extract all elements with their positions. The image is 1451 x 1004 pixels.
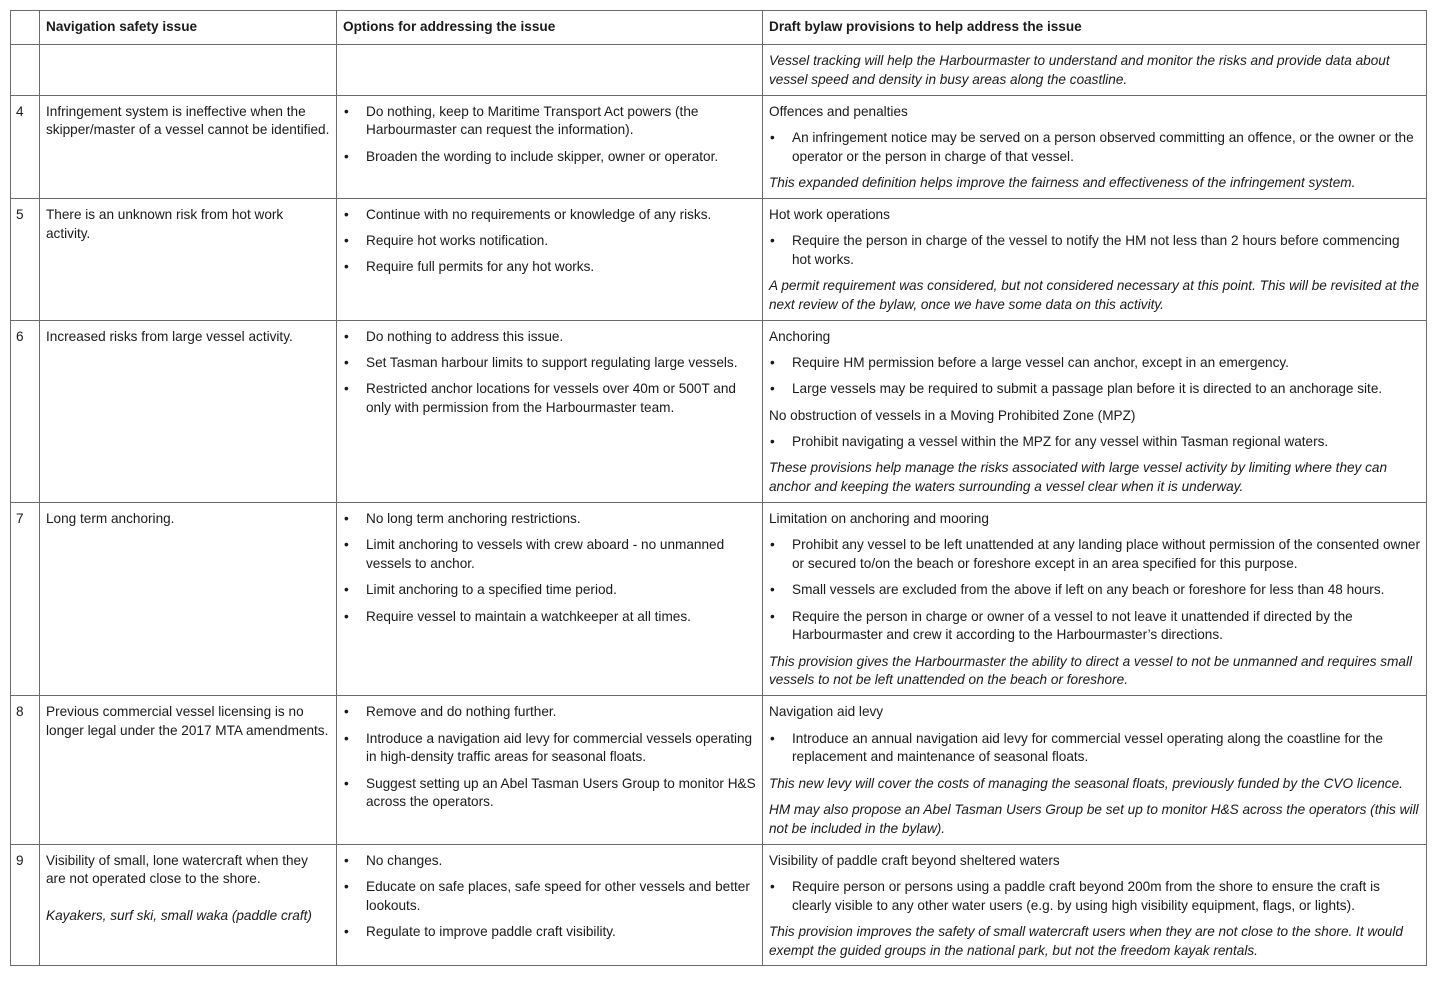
options-list [343,852,756,942]
table-row [11,502,1427,695]
list-item: • Do nothing, keep to Maritime Transport Act powers (the Harbourmaster can request the information). [343,103,756,141]
list-item: • Limit anchoring to a specified time period. [343,581,756,600]
draft-heading: Limitation on anchoring and mooring [769,510,989,526]
options-list [343,206,756,277]
row-draft [763,502,1427,695]
table-header-row [11,11,1427,45]
header-options: Options for addressing the issue [337,11,763,45]
list-item: • Require the person in charge of the vessel to notify the HM not less than 2 hours before commencing hot works. [769,232,1420,270]
draft-heading: Anchoring [769,328,831,344]
row-options [337,696,763,844]
bylaw-issues-table [10,10,1427,966]
draft-list [769,878,1420,916]
row-draft [763,844,1427,966]
draft-list [769,730,1420,768]
list-item: • Educate on safe places, safe speed for other vessels and better lookouts. [343,878,756,916]
list-item: • Set Tasman harbour limits to support regulating large vessels. [343,354,756,373]
options-list [343,510,756,626]
issue-text: Increased risks from large vessel activity. [46,328,293,344]
list-item: • No long term anchoring restrictions. [343,510,756,529]
list-item: • Require the person in charge or owner of a vessel to not leave it unattended if directed by the Harbourmaster and crew it according to the Harbourmaster’s directions. [769,608,1420,646]
list-item: • Restricted anchor locations for vessels over 40m or 500T and only with permission from the Harbourmaster team. [343,380,756,418]
row-options [337,320,763,502]
draft-heading: Hot work operations [769,206,890,222]
draft-list [769,232,1420,270]
list-item: • Do nothing to address this issue. [343,328,756,347]
draft-note: These provisions help manage the risks associated with large vessel activity by limiting where they can anchor and keeping the waters surrounding a vessel clear when it is underway. [769,460,1388,495]
table-row [11,95,1427,198]
row-num: 7 [11,502,40,695]
issue-text: There is an unknown risk from hot work activity. [46,206,284,241]
row-issue [40,696,337,844]
list-item: • Require HM permission before a large vessel can anchor, except in an emergency. [769,354,1420,373]
list-item: • Introduce an annual navigation aid levy for commercial vessel operating along the coastline for the replacement and maintenance of seasonal floats. [769,730,1420,768]
list-item: • Require vessel to maintain a watchkeeper at all times. [343,608,756,627]
draft-note: This provision improves the safety of small watercraft users when they are not close to the shore. It would exempt the guided groups in the national park, but not the freedom kayak rentals. [769,923,1403,958]
row-options [337,502,763,695]
issue-text: Long term anchoring. [46,510,175,526]
row-num: 8 [11,696,40,844]
draft-heading: Offences and penalties [769,103,908,119]
draft-list [769,129,1420,167]
list-item: • Remove and do nothing further. [343,703,756,722]
issue-text: Infringement system is ineffective when the skipper/master of a vessel cannot be identified. [46,103,330,138]
options-list [343,703,756,812]
list-item: • Require person or persons using a paddle craft beyond 200m from the shore to ensure the craft is clearly visible to any other water users (e.g. by using high visibility equipment, flags, or lights). [769,878,1420,916]
draft-list [769,536,1420,645]
list-item: • Suggest setting up an Abel Tasman Users Group to monitor H&S across the operators. [343,775,756,813]
list-item: • Prohibit any vessel to be left unattended at any landing place without permission of the consented owner or secured to/on the beach or foreshore except in an area specified for this purpose. [769,536,1420,574]
row-num [11,45,40,96]
list-item: • Small vessels are excluded from the above if left on any beach or foreshore for less than 48 hours. [769,581,1420,600]
row-draft [763,95,1427,198]
table-row [11,320,1427,502]
list-item: • Continue with no requirements or knowledge of any risks. [343,206,756,225]
row-issue [40,45,337,96]
list-item: • Limit anchoring to vessels with crew aboard - no unmanned vessels to anchor. [343,536,756,574]
header-issue: Navigation safety issue [40,11,337,45]
draft-heading: Navigation aid levy [769,704,884,720]
header-draft: Draft bylaw provisions to help address the issue [763,11,1427,45]
list-item: • Prohibit navigating a vessel within the MPZ for any vessel within Tasman regional waters. [769,433,1420,452]
draft-note: Vessel tracking will help the Harbourmaster to understand and monitor the risks and provide data about vessel speed and density in busy areas along the coastline. [769,53,1390,87]
list-item: • No changes. [343,852,756,871]
list-item: • Require hot works notification. [343,232,756,251]
row-num: 6 [11,320,40,502]
list-item: • Introduce a navigation aid levy for commercial vessels operating in high-density traffic areas for seasonal floats. [343,730,756,768]
row-draft [763,696,1427,844]
draft-note: This new levy will cover the costs of managing the seasonal floats, previously funded by the CVO licence. [769,775,1403,791]
row-issue [40,320,337,502]
row-options [337,95,763,198]
row-issue [40,502,337,695]
issue-note: Kayakers, surf ski, small waka (paddle craft) [46,908,312,924]
draft-list-2 [769,433,1420,452]
list-item: • Require full permits for any hot works. [343,258,756,277]
row-issue [40,844,337,966]
row-num: 4 [11,95,40,198]
row-draft [763,45,1427,96]
draft-note-2: HM may also propose an Abel Tasman Users Group be set up to monitor H&S across the operators (this will not be included in the bylaw). [769,801,1419,836]
issue-text: Visibility of small, lone watercraft when they are not operated close to the shore. [46,852,308,887]
table-row [11,198,1427,320]
options-list [343,328,756,418]
row-num: 5 [11,198,40,320]
header-num [11,11,40,45]
row-options [337,844,763,966]
issue-text: Previous commercial vessel licensing is no longer legal under the 2017 MTA amendments. [46,704,329,739]
list-item: • Large vessels may be required to submit a passage plan before it is directed to an anchorage site. [769,380,1420,399]
row-num: 9 [11,844,40,966]
list-item: • An infringement notice may be served on a person observed committing an offence, or the owner or the operator or the person in charge of that vessel. [769,129,1420,167]
row-options [337,45,763,96]
draft-note: This provision gives the Harbourmaster the ability to direct a vessel to not be unmanned and requires small vessels to not be left unattended on the beach or foreshore. [769,653,1413,688]
row-issue [40,198,337,320]
table-row [11,45,1427,96]
list-item: • Broaden the wording to include skipper, owner or operator. [343,148,756,167]
draft-heading-2: No obstruction of vessels in a Moving Prohibited Zone (MPZ) [769,407,1136,423]
row-options [337,198,763,320]
draft-list [769,354,1420,399]
row-draft [763,198,1427,320]
row-issue [40,95,337,198]
table-row [11,696,1427,844]
draft-heading: Visibility of paddle craft beyond sheltered waters [769,852,1060,868]
table-row [11,844,1427,966]
list-item: • Regulate to improve paddle craft visibility. [343,923,756,942]
draft-note: This expanded definition helps improve the fairness and effectiveness of the infringement system. [769,174,1356,190]
draft-note: A permit requirement was considered, but not considered necessary at this point. This will be revisited at the next review of the bylaw, once we have some data on this activity. [769,278,1420,312]
options-list [343,103,756,167]
row-draft [763,320,1427,502]
